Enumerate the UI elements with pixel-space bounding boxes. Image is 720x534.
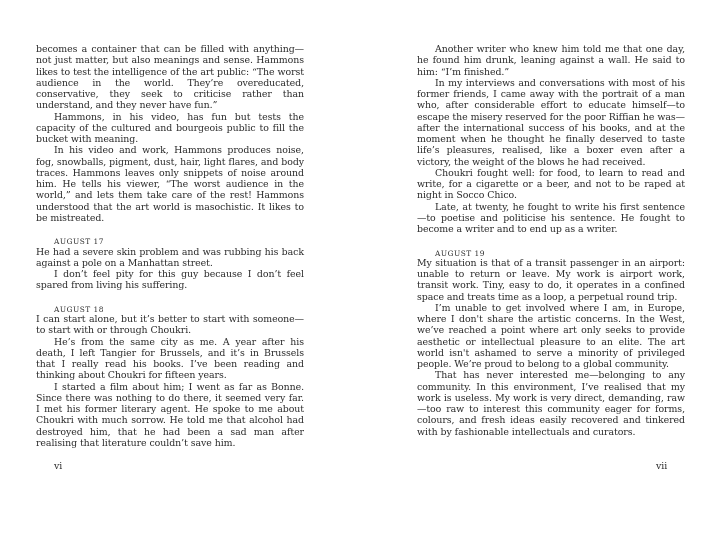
entry-date: AUGUST 18: [54, 304, 104, 314]
paragraph: Another writer who knew him told me that one day, he found him drunk, leaning against a wall. He said to him: “I’m finished.”: [417, 44, 685, 78]
page-number: vii: [656, 461, 668, 472]
paragraph: I don’t feel pity for this guy because I don’t feel spared from living his suffering.: [36, 269, 304, 292]
paragraph: becomes a container that can be filled with anything—not just matter, but also meanings and sense. Hammons likes to test the intelligence of the art public: “The worst audience in the world. They’re overeducated, conservative, they seek to criticise rather than understand, and they never have fun.”: [36, 44, 304, 112]
paragraph: Choukri fought well: for food, to learn to read and write, for a cigarette or a beer, and not to be raped at night in Socco Chico.: [417, 167, 685, 202]
paragraph: I’m unable to get involved where I am, in Europe, where I don't share the artistic concerns. In the West, we’ve reached a point where art only seeks to provide aesthetic or intellectual pleasure to an elite. The art world isn't ashamed to serve a minority of privileged people. We’re proud to belong to a global community.: [417, 302, 685, 370]
paragraph: In my interviews and conversations with most of his former friends, I came away with the portrait of a man who, after considerable effort to educate himself—to escape the misery reserved for the poor Riffian he was—after the international success of his books, and at the moment when he thought he finally deserved to taste life’s pleasures, realised, like a boxer even after a victory, the weight of the blows he had received.: [417, 77, 685, 168]
page-number: vi: [54, 461, 63, 472]
paragraph: I can start alone, but it’s better to start with someone—to start with or through Choukri.: [36, 314, 304, 337]
paragraph: He’s from the same city as me. A year after his death, I left Tangier for Brussels, and it’s in Brussels that I really read his books. I’ve been reading and thinking about Choukri for fifteen years.: [36, 336, 304, 382]
entry-date: AUGUST 17: [54, 237, 104, 247]
paragraph: He had a severe skin problem and was rubbing his back against a pole on a Manhattan street.: [36, 246, 304, 269]
entry-date: AUGUST 19: [435, 248, 485, 258]
paragraph: Hammons, in his video, has fun but tests the capacity of the cultured and bourgeois public to fill the bucket with meaning.: [36, 111, 304, 145]
paragraph: In his video and work, Hammons produces noise, fog, snowballs, pigment, dust, hair, light flares, and body traces. Hammons leaves only snippets of noise around him. He tells his viewer, “The worst audience in the world,” and lets them take care of the rest! Hammons understood that the art world is masochistic. It likes to be mistreated.: [36, 145, 305, 224]
paragraph: I started a film about him; I went as far as Bonne. Since there was nothing to do there, it seemed very far. I met his former literary agent. He spoke to me about Choukri with much sorrow. He told me that alcohol had destroyed him, that he had been a sad man after realising that literature couldn’t save him.: [36, 381, 304, 449]
left-page: [36, 44, 304, 449]
paragraph: That has never interested me—belonging to any community. In this environment, I’ve realised that my work is useless. My work is very direct, demanding, raw—too raw to interest this community eager for forms, colours, and fresh ideas easily recovered and tinkered with by fashionable intellectuals and curators.: [417, 370, 685, 438]
paragraph: My situation is that of a transit passenger in an airport: unable to return or leave. My work is airport work, transit work. Tiny, easy to do, it operates in a confined space and treats time as a loop, a perpetual round trip.: [417, 257, 685, 303]
paragraph: Late, at twenty, he fought to write his first sentence—to poetise and politicise his sentence. He fought to become a writer and to end up as a writer.: [417, 201, 685, 235]
right-page: [417, 44, 685, 438]
